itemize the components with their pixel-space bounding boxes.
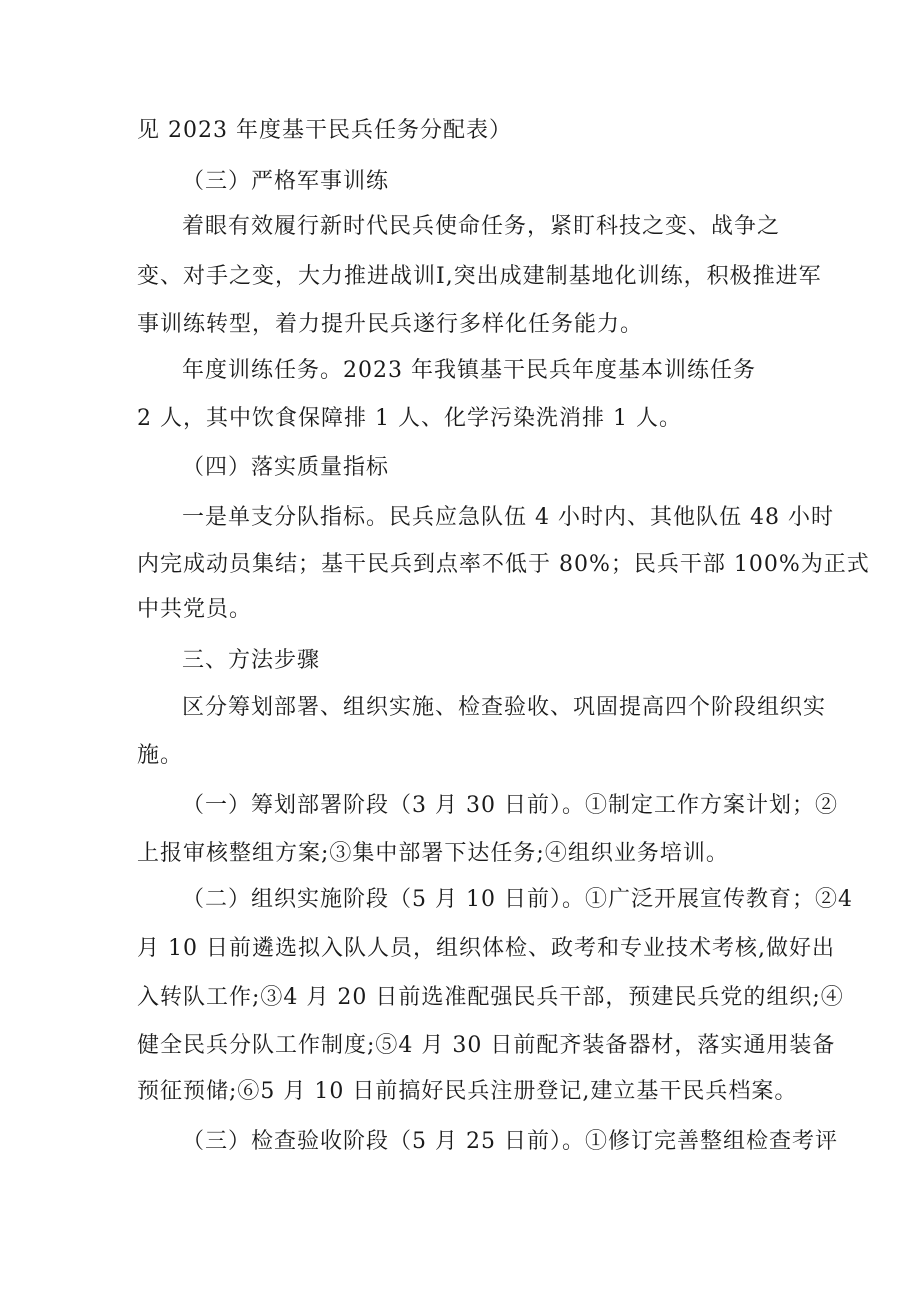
text-line: 预征预储;⑥5 月 10 日前搞好民兵注册登记,建立基干民兵档案。 <box>137 1079 798 1104</box>
text-line: 月 10 日前遴选拟入队人员，组织体检、政考和专业技术考核,做好出 <box>137 936 835 961</box>
text-line: 区分筹划部署、组织实施、检查验收、巩固提高四个阶段组织实 <box>182 695 827 720</box>
text-line: 2 人，其中饮食保障排 1 人、化学污染洗消排 1 人。 <box>137 406 682 431</box>
section-heading: （四）落实质量指标 <box>182 455 390 480</box>
text-line: 着眼有效履行新时代民兵使命任务，紧盯科技之变、战争之 <box>182 214 781 239</box>
section-heading: 三、方法步骤 <box>182 648 321 673</box>
text-line: 见 2023 年度基干民兵任务分配表） <box>137 118 512 143</box>
text-line: 年度训练任务。2023 年我镇基干民兵年度基本训练任务 <box>182 358 756 383</box>
text-line: 健全民兵分队工作制度;⑤4 月 30 日前配齐装备器材，落实通用装备 <box>137 1033 836 1058</box>
text-line: 上报审核整组方案;③集中部署下达任务;④组织业务培训。 <box>137 841 729 866</box>
text-line: 事训练转型，着力提升民兵遂行多样化任务能力。 <box>137 312 644 337</box>
text-line: 入转队工作;③4 月 20 日前选准配强民兵干部，预建民兵党的组织;④ <box>137 985 844 1010</box>
text-line: 施。 <box>137 743 184 768</box>
text-line: 一是单支分队指标。民兵应急队伍 4 小时内、其他队伍 48 小时 <box>182 505 834 530</box>
text-line: （三）检查验收阶段（5 月 25 日前）。①修订完善整组检查考评 <box>182 1129 838 1154</box>
text-line: 中共党员。 <box>137 597 253 622</box>
text-line: （一）筹划部署阶段（3 月 30 日前）。①制定工作方案计划；② <box>182 793 838 818</box>
text-line: 内完成动员集结；基干民兵到点率不低于 80%；民兵干部 100%为正式 <box>137 552 870 577</box>
text-line: （二）组织实施阶段（5 月 10 日前）。①广泛开展宣传教育；②4 <box>182 887 853 912</box>
text-line: 变、对手之变，大力推进战训Ⅰ,突出成建制基地化训练，积极推进军 <box>137 264 822 289</box>
section-heading: （三）严格军事训练 <box>182 169 390 194</box>
